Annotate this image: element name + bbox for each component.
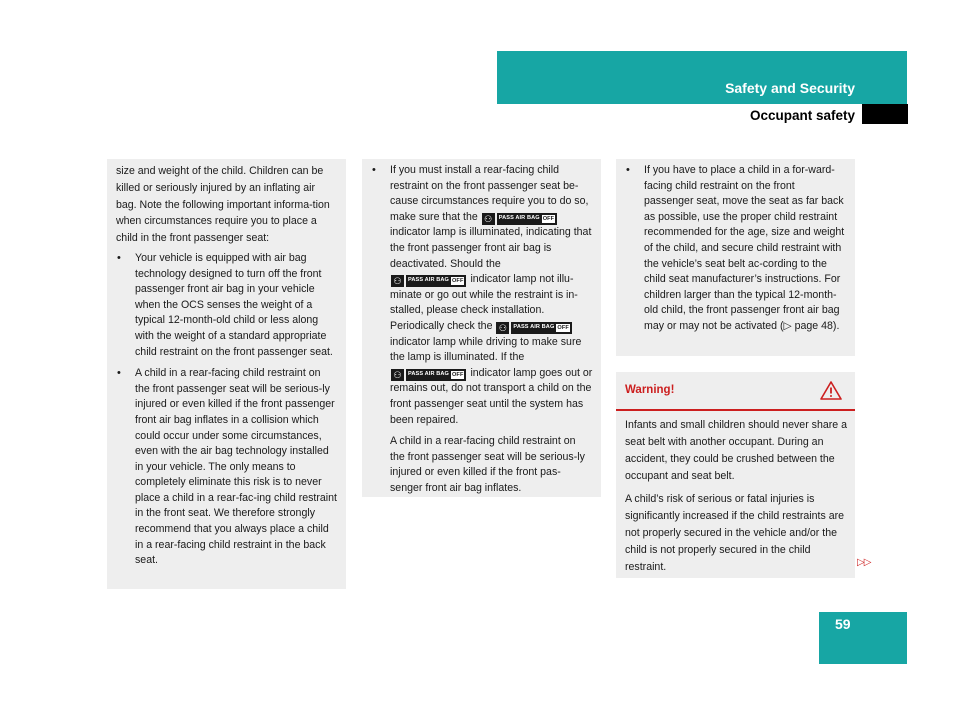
text-column-3	[616, 159, 855, 356]
text-column-2	[362, 159, 601, 497]
pass-air-bag-off-indicator	[391, 275, 466, 287]
text-fragment: If you must install a rear-facing child restraint on the front passenger seat be-cause circumstances require you to do so, make sure that the	[390, 164, 589, 223]
warning-triangle-icon	[820, 381, 842, 400]
bullet-list	[625, 163, 847, 335]
text-fragment: indicator lamp goes out or remains out, do not transport a child on the front passenger seat until the system has been repaired.	[390, 366, 593, 426]
text-fragment: indicator lamp while driving to make sure the lamp is illuminated. If the	[390, 335, 582, 364]
pass-air-bag-off-indicator	[482, 213, 557, 225]
lamp-off-text: OFF	[542, 215, 555, 222]
continued-arrow-icon: ▷▷	[857, 557, 871, 568]
warning-body	[616, 411, 855, 576]
bullet-list	[116, 251, 338, 569]
page-number: 59	[835, 616, 851, 632]
lamp-text: PASS AIR BAG	[513, 324, 555, 331]
pass-air-bag-off-indicator	[496, 322, 571, 334]
text-column-1	[107, 159, 346, 589]
list-item	[371, 163, 593, 428]
page-number-box	[819, 612, 907, 664]
lamp-off-text: OFF	[451, 278, 464, 285]
list-item: • Your vehicle is equipped with air bag technology designed to turn off the front passenger front air bag in your vehicle when the OCS senses the weight of a typical 12-month-old child or less along with the weight of a standard appropriate child restraint on the front passenger seat.	[116, 251, 338, 360]
airbag-seat-icon: ⚇	[391, 369, 404, 381]
warning-paragraph: A child’s risk of serious or fatal injuries is significantly increased if the child restraints are not properly secured in the vehicle and/or the child is not properly secured in the child restraint.	[625, 493, 845, 573]
pass-air-bag-off-indicator	[391, 369, 466, 381]
airbag-seat-icon: ⚇	[496, 322, 509, 334]
intro-paragraph: size and weight of the child. Children can be killed or seriously injured by an inflating air bag. Note the following important informa-tion when circumstances require you to place a child in the front passenger seat:	[116, 165, 330, 245]
lamp-off-text: OFF	[451, 371, 464, 378]
trailing-paragraph: A child in a rear-facing child restraint on the front passenger seat will be serious-ly injured or even killed if the front pas-senger front air bag inflates.	[390, 435, 585, 494]
lamp-text: PASS AIR BAG	[498, 214, 540, 221]
lamp-text: PASS AIR BAG	[408, 370, 449, 377]
warning-header	[616, 372, 855, 411]
section-title: Safety and Security	[725, 80, 855, 96]
warning-paragraph: Infants and small children should never share a seat belt with another occupant. During an accident, they could be crushed between the occupant and seat belt.	[625, 419, 848, 482]
subsection-title: Occupant safety	[749, 108, 855, 123]
airbag-seat-icon: ⚇	[482, 213, 495, 225]
chapter-tab-marker	[862, 104, 908, 124]
text-fragment: indicator lamp is illuminated, indicating that the front passenger front air bag is deactivated. Should the	[390, 226, 592, 270]
header-band	[497, 51, 907, 104]
warning-label: Warning!	[625, 384, 675, 396]
airbag-seat-icon: ⚇	[391, 275, 404, 287]
bullet-list	[371, 163, 593, 428]
lamp-text: PASS AIR BAG	[408, 277, 449, 284]
list-item: • If you have to place a child in a for-ward-facing child restraint on the front passenger seat, move the seat as far back as possible, use the proper child restraint recommended for the age, size and weight of the child, and secure child restraint with the vehicle’s seat belt ac-cording to the child seat manufacturer’s instructions. For children larger than the typical 12-month-old child, the front passenger front air bag may or may not be activated (▷ page 48).	[625, 163, 847, 335]
lamp-off-text: OFF	[557, 324, 569, 331]
warning-box	[616, 372, 855, 578]
list-item: • A child in a rear-facing child restraint on the front passenger seat will be serious-ly injured or even killed if the front passenger front air bag inflates in a collision which could occur under some circumstances, even with the air bag technology installed in your vehicle. The only means to completely eliminate this risk is to never place a child in a rear-fac-ing child restraint in the front seat. We therefore strongly recommend that you always place a child in a rear-facing child restraint in the back seat.	[116, 366, 338, 569]
text-fragment: indicator lamp not illu-minate or go out while the restraint is in-stalled, please check installation. Periodically check the	[390, 273, 578, 332]
